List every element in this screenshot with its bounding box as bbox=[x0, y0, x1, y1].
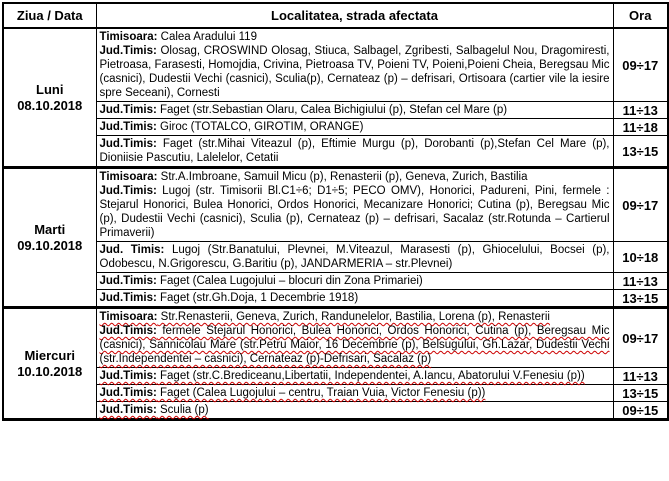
outage-schedule-table bbox=[2, 2, 669, 421]
time-cell: 11÷13 bbox=[613, 102, 668, 119]
location-cell bbox=[96, 368, 613, 385]
location-label: Jud.Timis: bbox=[99, 370, 157, 382]
day-name: Luni bbox=[36, 81, 64, 97]
location-paragraph bbox=[100, 120, 610, 134]
location-paragraph bbox=[100, 274, 610, 288]
location-label: Jud.Timis: bbox=[99, 387, 157, 399]
location-paragraph bbox=[100, 137, 610, 165]
location-text: Sculia (p) bbox=[156, 404, 209, 416]
location-text: fermele Stejarul Honorici, Bulea Honorici, Ordos Honorici, Cutina (p), Beregsau Mic (casnici), Sannicolau Mare (str.Petru Maior, 16 Decembrie (p), Belsugului, Gh.Lazar, Dudestii Vechi (str.Independentei – casnici), Cernateaz (p)-Defrisari, Sacalaz (p) bbox=[99, 325, 610, 365]
location-cell bbox=[96, 273, 613, 290]
time-cell: 11÷13 bbox=[613, 273, 668, 290]
location-paragraph bbox=[100, 30, 610, 44]
location-cell bbox=[96, 28, 613, 102]
day-date: 08.10.2018 bbox=[17, 97, 83, 113]
day-date: 09.10.2018 bbox=[17, 237, 83, 253]
location-paragraph bbox=[100, 184, 610, 240]
day-cell-marti bbox=[3, 168, 96, 308]
table-row bbox=[3, 385, 668, 402]
location-paragraph bbox=[100, 403, 610, 417]
location-text: Olosag, CROSWIND Olosag, Stiuca, Salbagel, Zgribesti, Salbagelul Nou, Dragomiresti, Pietroasa, Farasesti, Homojdia, Crivina, Pietroasa TV, Poieni TV, Poieni,Poieni Cheia, Beregsau Mic (casnici), Dudestii Vechi (casnici), Sculia(p), Cernateaz (p) – defrisari, Ortisoara (cartier vile la iesire spre Seceani), Cornesti bbox=[99, 45, 610, 99]
location-text: Lugoj (Str.Banatului, Plevnei, M.Viteazul, Marasesti (p), Ghiocelului, Bocsei (p), Odobescu, N.Grigorescu, G.Baritiu (p), JANDARMERIA – str.Plevnei) bbox=[99, 244, 610, 270]
location-cell bbox=[96, 308, 613, 368]
header-time: Ora bbox=[613, 3, 668, 28]
time-cell: 09÷17 bbox=[613, 28, 668, 102]
time-cell: 10÷18 bbox=[613, 242, 668, 273]
time-cell: 13÷15 bbox=[613, 290, 668, 308]
location-label: Jud.Timis: bbox=[99, 404, 157, 416]
location-label: Jud.Timis: bbox=[99, 138, 157, 150]
location-label: Timisoara: bbox=[99, 31, 158, 43]
location-label: Timisoara: bbox=[99, 311, 158, 323]
location-paragraph bbox=[100, 170, 610, 184]
location-label: Jud.Timis: bbox=[99, 45, 157, 57]
location-label: Jud.Timis: bbox=[99, 292, 157, 304]
table-row bbox=[3, 28, 668, 102]
table-row bbox=[3, 102, 668, 119]
location-paragraph bbox=[100, 243, 610, 271]
location-text: Lugoj (str. Timisorii Bl.C1÷6; D1÷5; PECO OMV), Honorici, Padureni, Pini, fermele : Stejarul Honorici, Bulea Honorici, Ordos Honorici, Mecanizare Honorici; Cutina (p), Beregsau Mic (p), Dudestii Vechi (casnici), Sculia (p), Cernateaz (p) – defrisari, Sacalaz (str.Rotunda – Cartierul Primaverii) bbox=[99, 185, 610, 239]
time-cell: 13÷15 bbox=[613, 136, 668, 168]
day-date: 10.10.2018 bbox=[17, 363, 83, 379]
location-label: Jud. Timis: bbox=[99, 244, 165, 256]
location-label: Jud.Timis: bbox=[99, 275, 157, 287]
location-cell bbox=[96, 402, 613, 420]
header-row bbox=[3, 3, 668, 28]
header-day: Ziua / Data bbox=[3, 3, 96, 28]
time-cell: 09÷17 bbox=[613, 308, 668, 368]
day-name: Miercuri bbox=[24, 347, 76, 363]
day-name: Marti bbox=[34, 221, 66, 237]
location-text: Faget (str.Gh.Doja, 1 Decembrie 1918) bbox=[156, 292, 359, 304]
location-text: Faget (Calea Lugojului – centru, Traian Vuia, Victor Fenesiu (p)) bbox=[156, 387, 486, 399]
location-label: Jud.Timis: bbox=[99, 104, 157, 116]
table-row bbox=[3, 119, 668, 136]
time-cell: 11÷13 bbox=[613, 368, 668, 385]
location-cell bbox=[96, 119, 613, 136]
location-text: Faget (str.Sebastian Olaru, Calea Bichigiului (p), Stefan cel Mare (p) bbox=[156, 104, 508, 116]
location-text: Str.Renasterii, Geneva, Zurich, Randunelelor, Bastilia, Lorena (p), Renasterii bbox=[157, 311, 550, 323]
location-cell bbox=[96, 136, 613, 168]
location-label: Jud.Timis: bbox=[99, 121, 157, 133]
location-cell bbox=[96, 102, 613, 119]
location-paragraph bbox=[100, 291, 610, 305]
location-paragraph bbox=[100, 324, 610, 366]
time-cell: 09÷17 bbox=[613, 168, 668, 242]
location-text: Calea Aradului 119 bbox=[157, 31, 257, 43]
table-row bbox=[3, 168, 668, 242]
header-location: Localitatea, strada afectata bbox=[96, 3, 613, 28]
location-text: Faget (str.C.Brediceanu,Libertatii, Independentei, A.Iancu, Abatorului V.Fenesiu (p)) bbox=[156, 370, 585, 382]
time-cell: 09÷15 bbox=[613, 402, 668, 420]
location-label: Jud.Timis: bbox=[99, 185, 157, 197]
table-row bbox=[3, 273, 668, 290]
time-cell: 11÷18 bbox=[613, 119, 668, 136]
location-cell bbox=[96, 385, 613, 402]
day-cell-luni bbox=[3, 28, 96, 168]
table-row bbox=[3, 290, 668, 308]
location-cell bbox=[96, 290, 613, 308]
table-row bbox=[3, 242, 668, 273]
location-paragraph bbox=[100, 310, 610, 324]
location-cell bbox=[96, 168, 613, 242]
location-cell bbox=[96, 242, 613, 273]
location-paragraph bbox=[100, 44, 610, 100]
location-label: Timisoara: bbox=[99, 171, 158, 183]
location-label: Jud.Timis: bbox=[99, 325, 157, 337]
time-cell: 13÷15 bbox=[613, 385, 668, 402]
location-paragraph bbox=[100, 103, 610, 117]
table-row bbox=[3, 368, 668, 385]
location-text: Str.A.Imbroane, Samuil Micu (p), Renasterii (p), Geneva, Zurich, Bastilia bbox=[157, 171, 528, 183]
table-row bbox=[3, 402, 668, 420]
table-row bbox=[3, 308, 668, 368]
table-row bbox=[3, 136, 668, 168]
location-text: Faget (Calea Lugojului – blocuri din Zona Primariei) bbox=[156, 275, 423, 287]
location-text: Giroc (TOTALCO, GIROTIM, ORANGE) bbox=[156, 121, 364, 133]
location-paragraph bbox=[100, 369, 610, 383]
location-text: Faget (str.Mihai Viteazul (p), Eftimie Murgu (p), Dorobanti (p),Stefan Cel Mare (p), Dioniisie Pascutiu, Lalelelor, Cetatii bbox=[99, 138, 610, 164]
location-paragraph bbox=[100, 386, 610, 400]
day-cell-miercuri bbox=[3, 308, 96, 420]
